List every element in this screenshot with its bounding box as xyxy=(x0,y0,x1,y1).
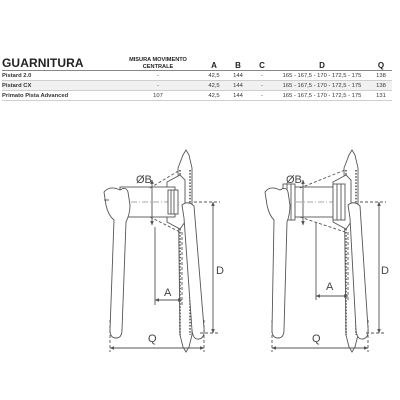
header-d: D xyxy=(274,48,370,71)
right-label-b: ØB xyxy=(286,174,302,186)
cell-q: 138 xyxy=(370,81,392,91)
table-title: GUARNITURA xyxy=(2,48,114,71)
cell-b: 144 xyxy=(226,71,250,81)
cell-d: 165 - 167,5 - 170 - 172,5 - 175 xyxy=(274,71,370,81)
cell-c: - xyxy=(250,91,274,101)
header-c: C xyxy=(250,48,274,71)
cell-b: 144 xyxy=(226,81,250,91)
header-movimento: MISURA MOVIMENTO CENTRALE xyxy=(114,48,202,71)
left-crankset-drawing xyxy=(104,150,220,352)
cell-c: - xyxy=(250,81,274,91)
right-crank-arm-nondrive xyxy=(265,188,290,338)
header-b: B xyxy=(226,48,250,71)
cell-q: 131 xyxy=(370,91,392,101)
left-label-d: D xyxy=(216,265,224,277)
cell-d: 165 - 167,5 - 170 - 172,5 - 175 xyxy=(274,81,370,91)
left-label-b: ØB xyxy=(136,174,152,186)
cell-movimento: 107 xyxy=(114,91,202,101)
right-spindle xyxy=(283,184,345,220)
cell-model: Pistard CX xyxy=(2,81,114,91)
right-label-d: D xyxy=(381,265,389,277)
left-label-a: A xyxy=(164,287,172,299)
cell-d: 165 - 167,5 - 170 - 172,5 - 175 xyxy=(274,91,370,101)
left-crank-arm-nondrive xyxy=(104,188,130,338)
cell-movimento: - xyxy=(114,71,202,81)
right-crankset-drawing xyxy=(265,150,386,352)
left-label-q: Q xyxy=(148,333,157,345)
header-a: A xyxy=(202,48,226,71)
right-label-q: Q xyxy=(312,333,321,345)
cell-c: - xyxy=(250,71,274,81)
cell-a: 42,5 xyxy=(202,81,226,91)
cell-b: 144 xyxy=(226,91,250,101)
cell-a: 42,5 xyxy=(202,71,226,81)
cell-q: 138 xyxy=(370,71,392,81)
cell-movimento: - xyxy=(114,81,202,91)
right-label-a: A xyxy=(326,281,334,293)
cell-a: 42,5 xyxy=(202,91,226,101)
header-q: Q xyxy=(370,48,392,71)
cell-model: Primato Pista Advanced xyxy=(2,91,114,101)
cell-model: Pistard 2.0 xyxy=(2,71,114,81)
